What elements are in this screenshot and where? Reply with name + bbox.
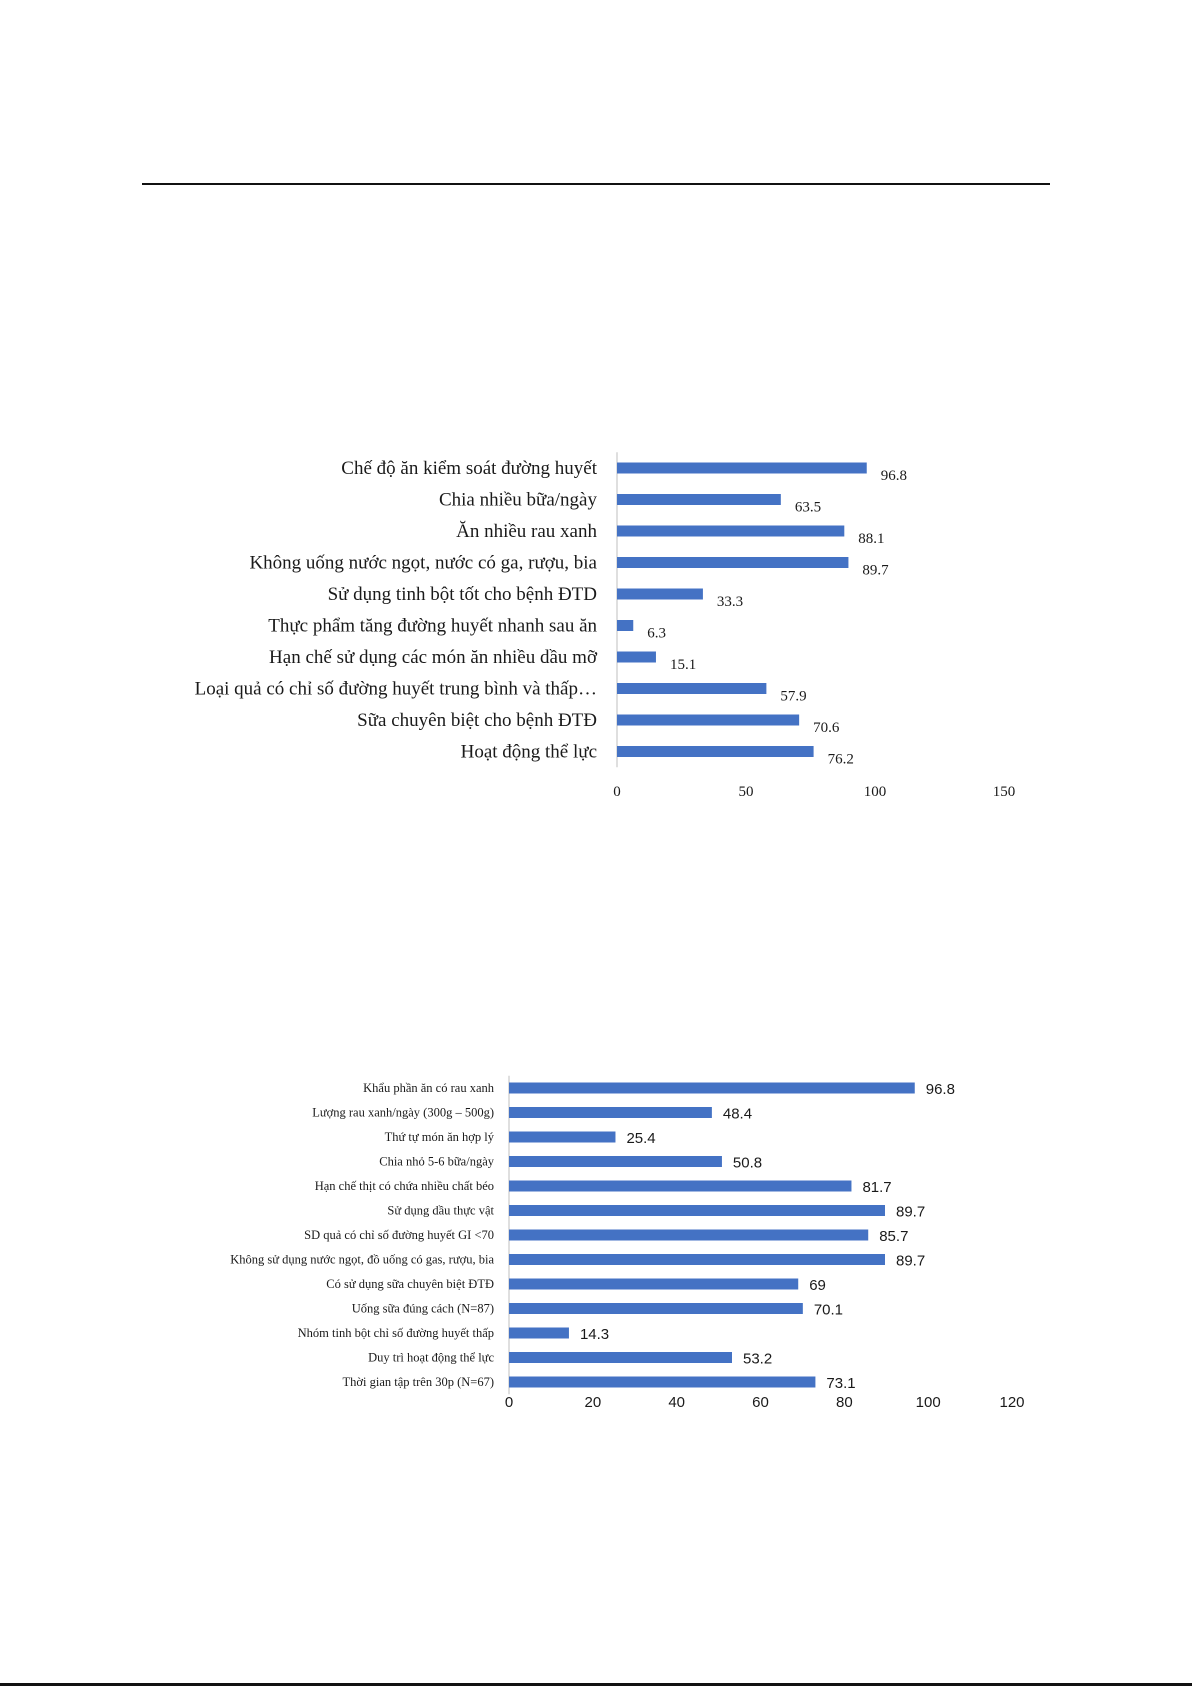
x-tick-label: 80 (835, 1394, 853, 1411)
category-label: Thực phẩm tăng đường huyết nhanh sau ăn (268, 615, 597, 637)
bar (509, 1107, 712, 1118)
category-label: Sử dụng tinh bột tốt cho bệnh ĐTD (327, 584, 597, 605)
category-label: Sử dụng dầu thực vật (387, 1203, 494, 1218)
bar (509, 1279, 798, 1290)
category-label: SD quả có chỉ số đường huyết GI <70 (304, 1228, 494, 1242)
data-label: 48.4 (722, 1105, 753, 1123)
category-label: Không sử dụng nước ngọt, đồ uống có gas, rượu, bia (230, 1252, 494, 1267)
category-label: Hạn chế thịt có chứa nhiều chất béo (314, 1179, 494, 1193)
data-label: 70.6 (813, 720, 840, 736)
bar (617, 652, 656, 663)
category-label: Không uống nước ngọt, nước có ga, rượu, bia (249, 552, 597, 574)
x-tick-label: 100 (915, 1394, 941, 1411)
x-tick-label: 120 (999, 1394, 1025, 1411)
bar (509, 1156, 722, 1167)
bar (617, 526, 844, 537)
category-label: Thứ tự món ăn hợp lý (384, 1130, 494, 1144)
data-label: 89.7 (895, 1252, 926, 1270)
category-label: Ăn nhiều rau xanh (456, 521, 597, 542)
category-label: Sữa chuyên biệt cho bệnh ĐTĐ (357, 710, 597, 731)
category-label: Duy trì hoạt động thể lực (368, 1350, 494, 1365)
data-label: 69 (809, 1277, 826, 1294)
category-label: Chia nhiều bữa/ngày (438, 489, 597, 511)
data-label: 25.4 (626, 1130, 656, 1147)
data-label: 89.7 (862, 562, 889, 579)
bar (509, 1377, 815, 1388)
data-label: 57.9 (780, 688, 807, 705)
data-label: 89.7 (895, 1203, 926, 1221)
data-label: 73.1 (826, 1375, 856, 1392)
data-label: 96.8 (880, 468, 907, 484)
bar (509, 1328, 569, 1339)
bar (617, 589, 703, 600)
bar (617, 746, 814, 757)
category-label: Lượng rau xanh/ngày (300g – 500g) (312, 1105, 494, 1120)
bar (617, 715, 799, 726)
bar (509, 1181, 851, 1192)
category-label: Hạn chế sử dụng các món ăn nhiều dầu mỡ (269, 647, 597, 668)
header-rule (142, 183, 1050, 185)
bar (617, 557, 848, 568)
data-label: 88.1 (858, 531, 885, 547)
data-label: 76.2 (827, 751, 854, 768)
category-label: Chia nhỏ 5-6 bữa/ngày (379, 1154, 494, 1169)
category-label: Thời gian tập trên 30p (N=67) (342, 1375, 494, 1389)
data-label: 6.3 (647, 625, 667, 642)
x-tick-label: 50 (738, 784, 754, 800)
data-label: 81.7 (862, 1179, 892, 1196)
bar (509, 1205, 885, 1216)
x-tick-label: 60 (752, 1394, 769, 1411)
x-tick-label: 100 (863, 784, 887, 800)
bar (509, 1132, 615, 1143)
data-label: 96.8 (925, 1081, 955, 1098)
chart-diet-knowledge (0, 430, 1192, 810)
category-label: Uống sữa đúng cách (N=87) (351, 1301, 494, 1316)
category-label: Nhóm tinh bột chỉ số đường huyết thấp (297, 1326, 494, 1340)
x-tick-label: 20 (584, 1394, 602, 1411)
category-label: Chế độ ăn kiểm soát đường huyết (341, 458, 597, 479)
data-label: 15.1 (669, 657, 697, 673)
bar (509, 1352, 732, 1363)
data-label: 14.3 (579, 1326, 610, 1343)
bar (617, 494, 781, 505)
bar (509, 1230, 868, 1241)
category-label: Có sử dụng sữa chuyên biệt ĐTĐ (326, 1277, 494, 1291)
chart-diet-practice (0, 1070, 1192, 1410)
data-label: 33.3 (716, 594, 744, 610)
bar (509, 1083, 915, 1094)
bar (617, 620, 633, 631)
x-tick-label: 0 (613, 784, 621, 800)
bar (509, 1303, 803, 1314)
category-label: Hoạt động thể lực (460, 741, 597, 763)
data-label: 50.8 (732, 1154, 763, 1172)
bar (617, 463, 867, 474)
bar (509, 1254, 885, 1265)
category-label: Khẩu phần ăn có rau xanh (363, 1081, 494, 1095)
category-label: Loại quả có chỉ số đường huyết trung bình và thấp… (194, 678, 597, 700)
data-label: 70.1 (813, 1301, 844, 1319)
x-tick-label: 40 (668, 1394, 686, 1411)
data-label: 85.7 (879, 1228, 909, 1245)
data-label: 63.5 (794, 499, 822, 516)
x-tick-label: 0 (504, 1394, 514, 1411)
data-label: 53.2 (742, 1350, 773, 1368)
bar (617, 683, 766, 694)
x-tick-label: 150 (992, 784, 1016, 800)
